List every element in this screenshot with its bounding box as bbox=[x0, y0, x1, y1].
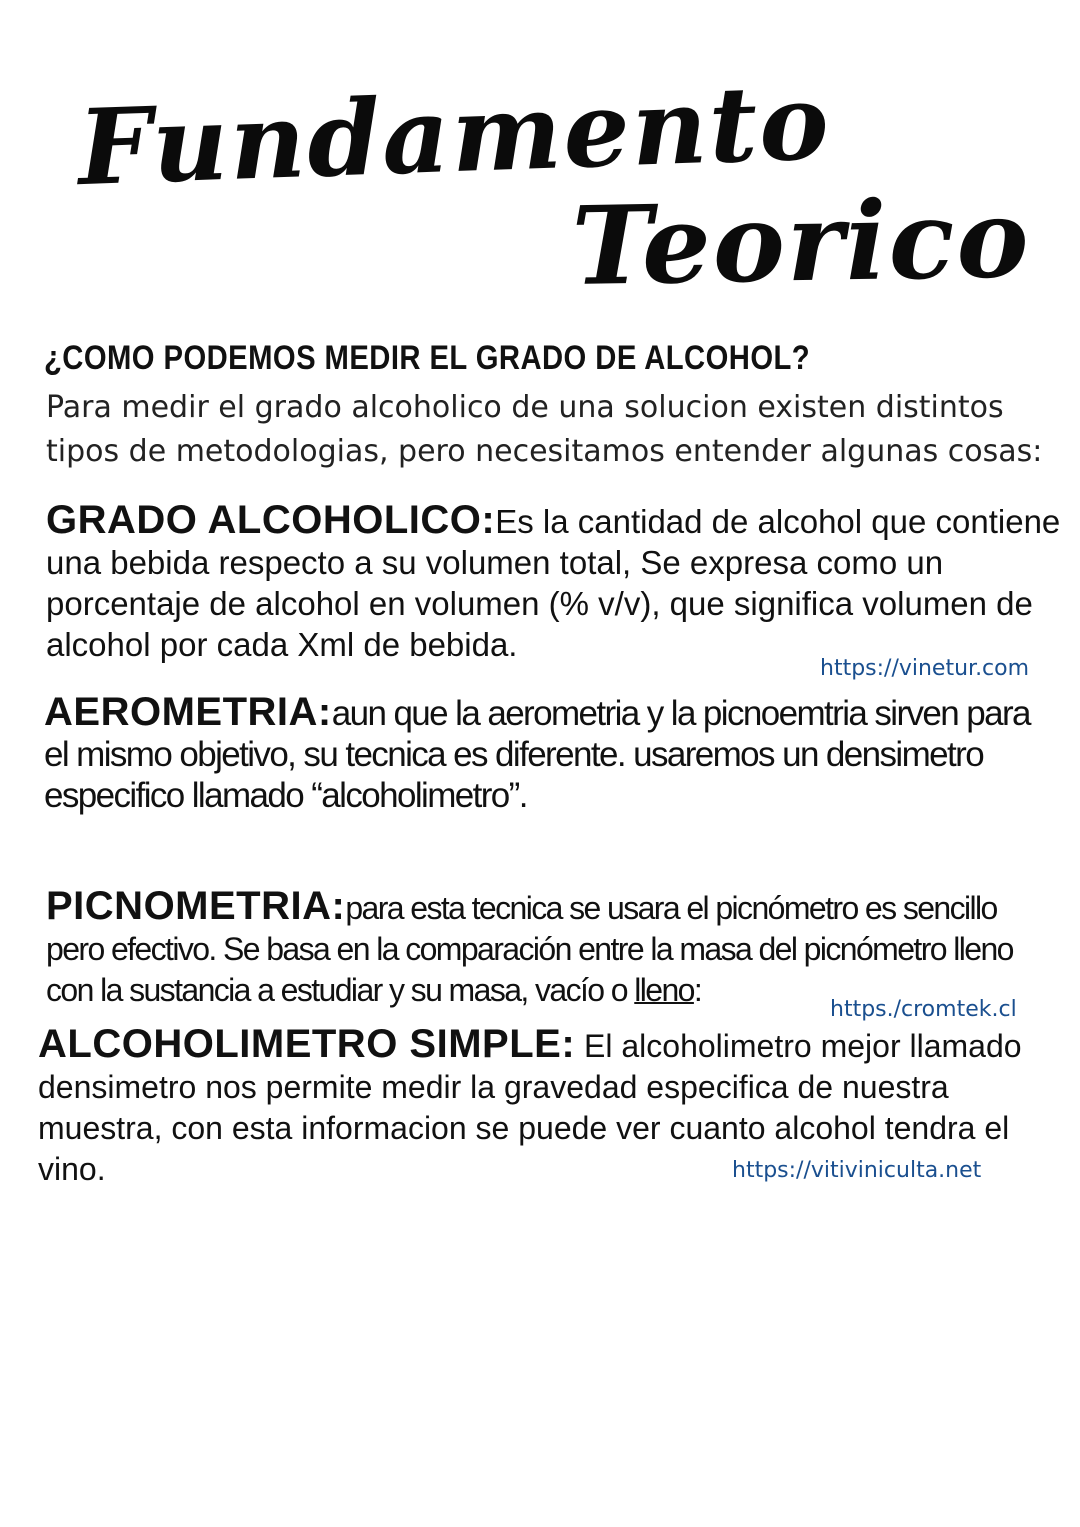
title-line-1: Fundamento bbox=[76, 59, 833, 210]
picnometria-text: para esta tecnica se usara el picnómetro es sencillo pero efectivo. Se basa en la comparación entre la masa del picnómetro lleno con la sustancia a estudiar y su masa, vacío o bbox=[46, 890, 1013, 1008]
alcoholimetro-simple-term: ALCOHOLIMETRO SIMPLE: bbox=[38, 1022, 576, 1066]
grado-alcoholico-text: Es la cantidad de alcohol que contiene una bebida respecto a su volumen total, Se expresa como un porcentaje de alcohol en volumen (% v/v), que significa volumen de alcohol por cada Xml de bebida. bbox=[46, 503, 1061, 663]
grado-alcoholico-paragraph bbox=[46, 500, 1066, 665]
grado-alcoholico-term: GRADO ALCOHOLICO: bbox=[46, 498, 496, 542]
picnometria-text-end: : bbox=[693, 972, 702, 1008]
picnometria-term: PICNOMETRIA: bbox=[46, 884, 346, 928]
source-link-vitiviniculta: https://vitiviniculta.net bbox=[732, 1158, 982, 1183]
section-question: ¿COMO PODEMOS MEDIR EL GRADO DE ALCOHOL? bbox=[44, 339, 811, 377]
title-line-2: Teorico bbox=[570, 176, 1032, 310]
source-link-vinetur: https://vinetur.com bbox=[820, 656, 1030, 681]
intro-paragraph: Para medir el grado alcoholico de una solucion existen distintos tipos de metodologias, pero necesitamos entender algunas cosas: bbox=[46, 390, 1043, 469]
aerometria-paragraph bbox=[44, 692, 1059, 816]
picnometria-paragraph bbox=[46, 886, 1046, 1011]
aerometria-term: AEROMETRIA: bbox=[44, 690, 332, 734]
aerometria-text: aun que la aerometria y la picnoemtria sirven para el mismo objetivo, su tecnica es diferente. usaremos un densimetro especifico llamado “alcoholimetro”. bbox=[44, 694, 1030, 815]
alcoholimetro-simple-text: El alcoholimetro mejor llamado densimetro nos permite medir la gravedad especifica de nuestra muestra, con esta informacion se puede ver cuanto alcohol tendra el vino. bbox=[38, 1028, 1022, 1187]
picnometria-underlined-word: lleno bbox=[634, 972, 694, 1008]
source-link-cromtek: https./cromtek.cl bbox=[830, 997, 1017, 1022]
